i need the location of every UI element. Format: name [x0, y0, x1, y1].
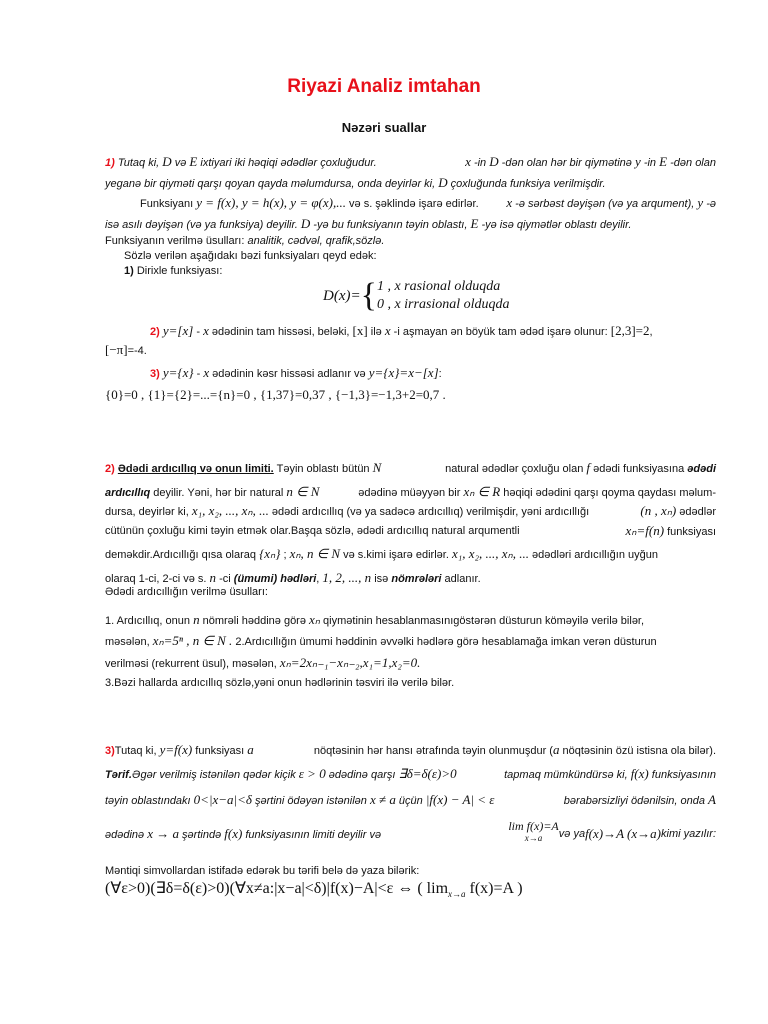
- s2-line-8: 1. Ardıcıllıq, onun n nömrəli həddinə görə xₙ qiymətinin hesablanmasınıgöstərən düsturun köməyilə verilə bilər,: [105, 612, 645, 627]
- definition-label: Tərif.: [105, 769, 132, 781]
- dirichlet-formula: [323, 278, 510, 314]
- s2-line-7: Ədədi ardıcıllığın verilmə üsulları:: [105, 586, 268, 598]
- s1-line-7: 1) Dirixle funksiyası:: [124, 265, 223, 277]
- s2-line-5: deməkdir.Ardıcıllığı qısa olaraq {xₙ} ; xₙ, n ∈ N və s.kimi işarə edirlər. x₁, x₂, ..., xₙ, ... ədədləri ardıcıllığın uyğun: [105, 546, 658, 561]
- s1-line-8: 2) y=[x] - x ədədinin tam hissəsi, beləki, [x] ilə x -i aşmayan ən böyük tam ədəd işarə olunur: [2,3]=2,: [150, 323, 653, 338]
- s2-line-3: dursa, deyirlər ki, x₁, x₂, ..., xₙ, ... ədədi ardıcıllıq (və ya sadəcə ardıcıllıq) verilmişdir, yəni ardıcıllığı (n , xₙ) ədədlər: [105, 503, 716, 518]
- s2-line-11: 3.Bəzi hallarda ardıcıllıq sözlə,yəni onun hədlərinin təsviri ilə verilə bilər.: [105, 677, 455, 689]
- s3-line-1: 3)Tutaq ki, y=f(x) funksiyası a nöqtəsinin hər hansı ətrafında təyin olunmuşdur (a nöqtəsinin özü istisna ola bilər).: [105, 742, 716, 757]
- s1-line-11: {0}=0 , {1}={2}=...={n}=0 , {1,37}=0,37 , {−1,3}=−1,3+2=0,7 .: [105, 387, 446, 402]
- s3-logic-formula: (∀ε>0)(∃δ=δ(ε)>0)(∀x≠a:|x−a|<δ)|f(x)−A|<ε ⇔ ( $\lim_{x\to a} f(x)=A$ ): [105, 880, 523, 900]
- s3-line-3: təyin oblastındakı 0<|x−a|<δ şərtini ödəyən istənilən x ≠ a üçün |f(x) − A| < ε bərabərsizliyi ödənilsin, onda A: [105, 792, 716, 807]
- s3-line-2: Tərif.Əgər verilmiş istənilən qədər kiçik ε > 0 ədədinə qarşı ∃δ=δ(ε)>0 tapmaq mümkündürsə ki, f(x) funksiyasının: [105, 766, 716, 781]
- s1-line-1: 1) Tutaq ki, D və E ixtiyari iki həqiqi ədədlər çoxluğudur. x -in D -dən olan hər bir qiymətinə y -in E -dən olan: [105, 154, 716, 169]
- s2-line-10: verilməsi (rekurrent üsul), məsələn, xₙ=2xₙ₋₁−xₙ₋₂,x₁=1,x₂=0.: [105, 655, 421, 670]
- s2-line-9: məsələn, xₙ=5ⁿ , n ∈ N . 2.Ardıcıllığın ümumi həddinin əvvəlki hədlərə görə hesablamağa imkan verən düsturun: [105, 633, 657, 648]
- s1-line-4: isə asılı dəyişən (və ya funksiya) deyilir. D -yə bu funksiyanın təyin oblastı, E -yə isə qiymətlər oblastı deyilir.: [105, 216, 632, 231]
- limit-expression: lim f(x)=A x→a: [508, 819, 559, 843]
- s2-number: 2): [105, 463, 115, 475]
- document-title: Riyazi Analiz imtahan: [287, 76, 481, 97]
- s3-number: 3): [105, 745, 115, 757]
- s3-line-5: Məntiqi simvollardan istifadə edərək bu tərifi belə də yaza bilərik:: [105, 865, 420, 877]
- dirichlet-lhs: D(x)=: [323, 287, 361, 304]
- section-subtitle: Nəzəri suallar: [341, 120, 427, 135]
- s2-line-6: olaraq 1-ci, 2-ci və s. n -ci (ümumi) hədləri, 1, 2, ..., n isə nömrələri adlanır.: [105, 570, 481, 585]
- s1-line-9: [−π]=-4.: [105, 342, 147, 357]
- dirichlet-case-2: 0 , x irrasional olduqda: [376, 297, 510, 312]
- s2-heading: Ədədi ardıcıllıq və onun limiti.: [117, 463, 274, 475]
- s1-line-2: yeganə bir qiyməti qarşı qoyan qayda məlumdursa, onda deyirlər ki, D çoxluğunda funksiya verilmişdir.: [105, 175, 606, 190]
- s1-line-6: Sözlə verilən aşağıdakı bəzi funksiyaları qeyd edək:: [124, 250, 377, 262]
- s1-line-10: 3) y={x} - x ədədinin kəsr hissəsi adlanır və y={x}=x−[x]:: [150, 365, 442, 380]
- s2-line-4: cütünün çoxluğu kimi təyin etmək olar.Başqa sözlə, ədədi ardıcıllıq natural arqumentli xₙ=f(n) funksiyası: [105, 523, 716, 538]
- s1-line-5: Funksiyanın verilmə üsulları: analitik, cədvəl, qrafik,sözlə.: [105, 235, 385, 247]
- s1-number: 1): [105, 157, 115, 169]
- dirichlet-case-1: 1 , x rasional olduqda: [376, 279, 501, 294]
- s2-line-1: 2) Ədədi ardıcıllıq və onun limiti. Təyin oblastı bütün N natural ədədlər çoxluğu olan f ədədi funksiyasına ədədi: [105, 460, 716, 475]
- s2-line-2: ardıcıllıq deyilir. Yəni, hər bir natural n ∈ N ədədinə müəyyən bir xₙ ∈ R həqiqi ədədini qarşı qoyma qaydası məlum-: [105, 484, 716, 499]
- left-brace-glyph: {: [360, 277, 377, 314]
- s1-line-3: Funksiyanı y = f(x), y = h(x), y = φ(x),... və s. şəklində işarə edirlər. x -ə sərbəst dəyişən (və ya arqument), y -ə: [140, 195, 716, 210]
- s3-line-4: ədədinə x → a şərtində f(x) funksiyasının limiti deyilir və lim f(x)=A x→a və ya f(x)→A (x→a) kimi yazılır:: [105, 819, 716, 843]
